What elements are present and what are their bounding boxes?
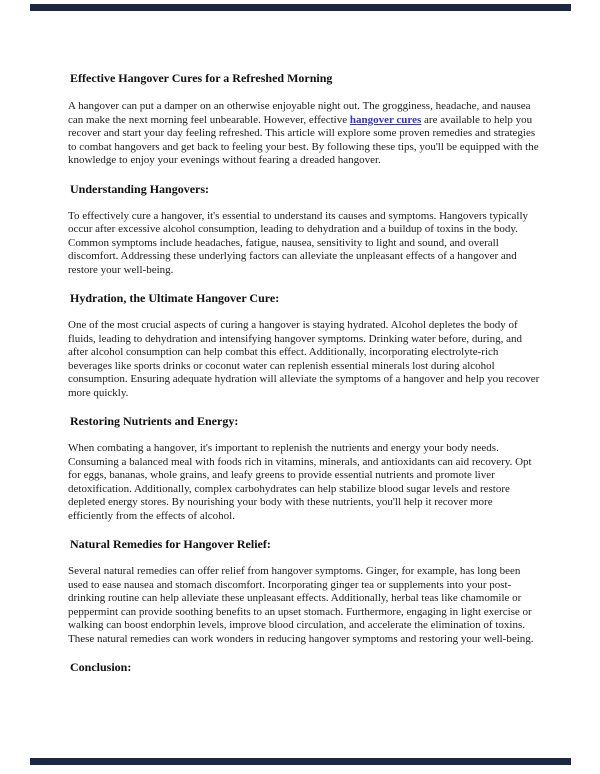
section-heading-hydration: Hydration, the Ultimate Hangover Cure: bbox=[70, 291, 280, 305]
section-paragraph-hydration: One of the most crucial aspects of curing a hangover is staying hydrated. Alcohol depletes the body of fluids, leading to dehydration and intensifying hangover symptoms. Drinking water before, during, and after alcohol consumption can help combat this effect. Additionally, incorporating electrolyte-rich beverages like sports drinks or coconut water can replenish essential minerals lost during alcohol consumption. Ensuring adequate hydration will alleviate the symptoms of a hangover and help you recover more quickly. bbox=[68, 319, 540, 399]
section-heading-understanding-hangovers: Understanding Hangovers: bbox=[70, 181, 210, 196]
intro-paragraph bbox=[68, 100, 540, 168]
intro-text-before-link: A hangover can put a damper on an otherwise enjoyable night out. The grogginess, headache, and nausea can make the next morning feel unbearable. However, effective bbox=[68, 100, 531, 126]
document-title: Effective Hangover Cures for a Refreshed Morning bbox=[70, 71, 333, 85]
section-paragraph-understanding-hangovers: To effectively cure a hangover, it's essential to understand its causes and symptoms. Hangovers typically occur after excessive alcohol consumption, leading to dehydration and a buildup of toxins in the body. Common symptoms include headaches, fatigue, nausea, sensitivity to light and sound, and overall discomfort. Addressing these underlying factors can alleviate the unpleasant effects of a hangover and restore your well-being. bbox=[68, 209, 529, 276]
bottom-page-edge-bar bbox=[30, 758, 571, 765]
hangover-cures-link[interactable]: hangover cures bbox=[349, 113, 422, 126]
section-paragraph-restoring-nutrients: When combating a hangover, it's important to replenish the nutrients and energy your body needs. Consuming a balanced meal with foods rich in vitamins, minerals, and antioxidants can aid recovery. Opt for eggs, bananas, whole grains, and leafy greens to provide essential nutrients and promote liver detoxification. Additionally, complex carbohydrates can help stabilize blood sugar levels and restore depleted energy stores. By nourishing your body with these nutrients, you'll help it recover more efficiently from the effects of alcohol. bbox=[68, 442, 532, 522]
section-heading-conclusion: Conclusion: bbox=[70, 660, 132, 674]
section-heading-restoring-nutrients: Restoring Nutrients and Energy: bbox=[70, 414, 239, 428]
section-paragraph-natural-remedies: Several natural remedies can offer relief from hangover symptoms. Ginger, for example, has long been used to ease nausea and stomach discomfort. Incorporating ginger tea or supplements into your post-drinking routine can help alleviate these unpleasant effects. Additionally, herbal teas like chamomile or peppermint can provide soothing benefits to an upset stomach. Furthermore, engaging in light exercise or walking can boost endorphin levels, improve blood circulation, and accelerate the elimination of toxins. These natural remedies can work wonders in reducing hangover symptoms and restoring your well-being. bbox=[68, 565, 534, 645]
intro-text-after-link: are available to help you recover and start your day feeling refreshed. This article will explore some proven remedies and strategies to combat hangovers and get back to feeling your best. By following these tips, you'll be equipped with the knowledge to enjoy your evenings without fearing a dreaded hangover. bbox=[68, 113, 539, 166]
section-heading-natural-remedies: Natural Remedies for Hangover Relief: bbox=[70, 537, 271, 551]
